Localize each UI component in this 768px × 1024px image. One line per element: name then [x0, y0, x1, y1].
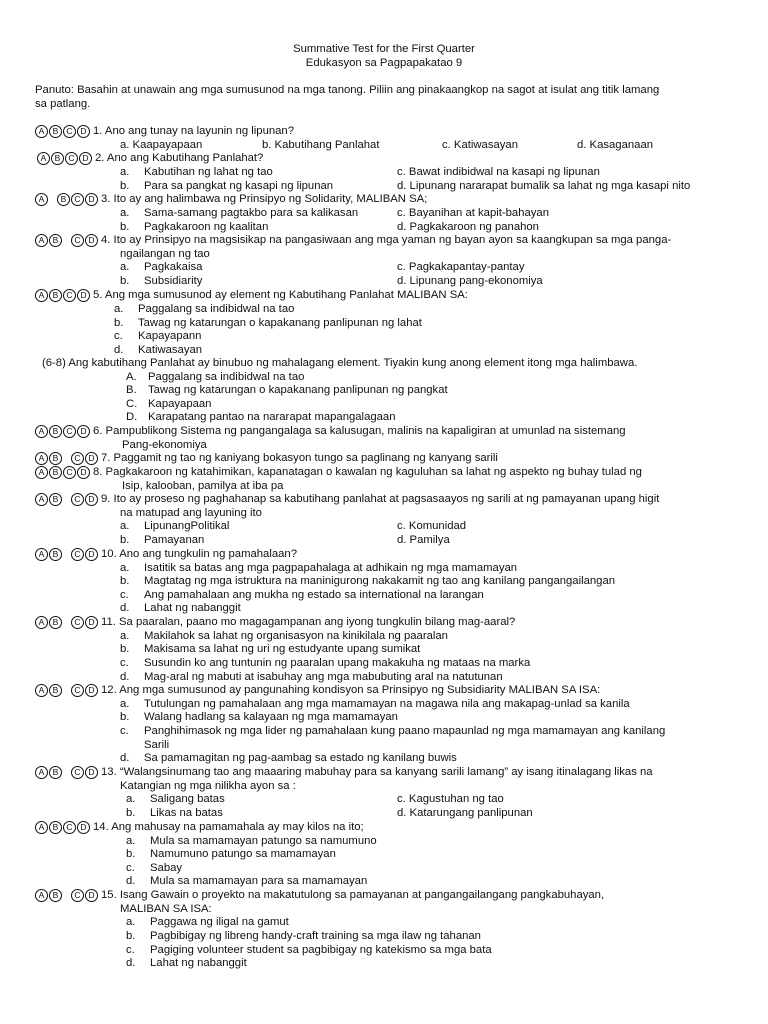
question-text: 14. Ang mahusay na pamamahala ay may kilos na ito; [93, 821, 364, 833]
option-a: a. Kaapayapaan [120, 139, 203, 151]
option-d: d. Mag-aral ng mabuti at isabuhay ang mga mabubuting aral na natutunan [120, 671, 503, 683]
bubble-c[interactable]: C [63, 125, 76, 138]
question-12 [35, 684, 735, 698]
answer-bubbles[interactable] [35, 616, 99, 630]
question-1 [35, 125, 735, 139]
bubble-a[interactable]: A [35, 821, 48, 834]
question-3 [35, 193, 735, 207]
bubble-d[interactable]: D [85, 234, 98, 247]
bubble-a[interactable]: A [35, 125, 48, 138]
answer-bubbles[interactable] [35, 821, 91, 835]
bubble-d[interactable]: D [77, 289, 90, 302]
option-b: b. Kabutihang Panlahat [262, 139, 380, 151]
section-option-b: B. Tawag ng katarungan o kapakanang panlipunan ng pangkat [126, 384, 448, 396]
answer-bubbles[interactable] [35, 125, 91, 139]
option-d: d. Pagkakaroon ng panahon [397, 221, 539, 233]
answer-bubbles[interactable] [35, 452, 99, 466]
option-c-continued: Sarili [144, 739, 170, 751]
option-b: b. Makisama sa lahat ng uri ng estudyante upang sumikat [120, 643, 421, 655]
option-d: d. Sa pamamagitan ng pag-aambag sa estado ng kanilang buwis [120, 752, 457, 764]
bubble-b[interactable]: B [49, 548, 62, 561]
question-text-continued: ngailangan ng tao [120, 248, 210, 260]
bubble-b[interactable]: B [49, 425, 62, 438]
question-text: 5. Ang mga sumusunod ay element ng Kabutihang Panlahat MALIBAN SA: [93, 289, 468, 301]
bubble-b[interactable]: B [49, 684, 62, 697]
bubble-d[interactable]: D [85, 889, 98, 902]
option-b: b. Pamayanan [120, 534, 205, 546]
answer-bubbles[interactable] [35, 466, 91, 480]
bubble-a[interactable]: A [35, 234, 48, 247]
answer-bubbles[interactable] [35, 766, 99, 780]
option-b: b. Walang hadlang sa kalayaan ng mga mamamayan [120, 711, 398, 723]
test-title: Summative Test for the First Quarter [293, 43, 475, 55]
option-a: a. Mula sa mamamayan patungo sa namumuno [126, 835, 377, 847]
option-c: c. Panghihimasok ng mga lider ng pamahalaan kung paano mapaunlad ng mga mamamayan ang kanilang [120, 725, 666, 737]
option-c: c. Sabay [126, 862, 183, 874]
option-c: c. Ang pamahalaan ang mukha ng estado sa international na larangan [120, 589, 484, 601]
bubble-c[interactable]: C [71, 766, 84, 779]
section-option-d: D. Karapatang pantao na nararapat mapangalagaan [126, 411, 396, 423]
question-text-continued: Pang-ekonomiya [122, 439, 207, 451]
question-text: 9. Ito ay proseso ng paghahanap sa kabutihang panlahat at pagsasaayos ng sarili at ng pamayanan upang higit [101, 493, 660, 505]
bubble-d[interactable]: D [77, 125, 90, 138]
answer-bubbles[interactable] [35, 493, 99, 507]
option-b: b. Likas na batas [126, 807, 223, 819]
answer-bubbles[interactable] [35, 889, 99, 903]
section-option-a: A. Paggalang sa indibidwal na tao [126, 371, 305, 383]
option-b: b. Magtatag ng mga istruktura na maninigurong nakakamit ng tao ang kanilang pangangailangan [120, 575, 616, 587]
section-option-c: C. Kapayapaan [126, 398, 212, 410]
bubble-b[interactable]: B [49, 466, 62, 479]
question-2 [37, 152, 737, 166]
bubble-b[interactable]: B [49, 234, 62, 247]
answer-bubbles[interactable] [37, 152, 93, 166]
bubble-a[interactable]: A [35, 493, 48, 506]
bubble-c[interactable]: C [63, 289, 76, 302]
option-d: d. Lahat ng nabanggit [126, 957, 247, 969]
question-text: 12. Ang mga sumusunod ay pangunahing kondisyon sa Prinsipyo ng Subsidiarity MALIBAN SA ISA: [101, 684, 601, 696]
option-d: d. Mula sa mamamayan para sa mamamayan [126, 875, 368, 887]
bubble-a[interactable]: A [35, 289, 48, 302]
bubble-d[interactable]: D [77, 425, 90, 438]
question-text: 1. Ano ang tunay na layunin ng lipunan? [93, 125, 294, 137]
option-d: d. Pamilya [397, 534, 450, 546]
test-subject: Edukasyon sa Pagpapakatao 9 [305, 57, 463, 69]
question-13 [35, 766, 735, 780]
option-a: a. Paggalang sa indibidwal na tao [114, 303, 295, 315]
option-a: a. Isatitik sa batas ang mga pagpapahalaga at adhikain ng mga mamamayan [120, 562, 518, 574]
answer-bubbles[interactable] [35, 193, 99, 207]
bubble-b[interactable]: B [51, 152, 64, 165]
option-d: d. Kasaganaan [577, 139, 654, 151]
question-10 [35, 548, 735, 562]
question-5 [35, 289, 735, 303]
option-c: c. Susundin ko ang tuntunin ng paaralan upang makakuha ng mataas na marka [120, 657, 531, 669]
bubble-d[interactable]: D [77, 466, 90, 479]
bubble-c[interactable]: C [71, 193, 84, 206]
answer-bubbles[interactable] [35, 425, 91, 439]
option-d: d. Katiwasayan [114, 344, 203, 356]
option-d: d. Katarungang panlipunan [397, 807, 533, 819]
option-a: a. Kabutihan ng lahat ng tao [120, 166, 273, 178]
bubble-c[interactable]: C [65, 152, 78, 165]
bubble-d[interactable]: D [77, 821, 90, 834]
option-a: a. LipunangPolitikal [120, 520, 230, 532]
option-d: d. Lipunang nararapat bumalik sa lahat ng mga kasapi nito [397, 180, 691, 192]
question-text: 8. Pagkakaroon ng katahimikan, kapanatagan o kawalan ng kaguluhan sa lahat ng aspekto ng buhay tulad ng [93, 466, 642, 478]
option-d: d. Lipunang pang-ekonomiya [397, 275, 543, 287]
bubble-a[interactable]: A [35, 548, 48, 561]
option-b: b. Pagkakaroon ng kaalitan [120, 221, 269, 233]
bubble-c[interactable]: C [71, 234, 84, 247]
bubble-c[interactable]: C [71, 684, 84, 697]
bubble-d[interactable]: D [85, 766, 98, 779]
question-text: 10. Ano ang tungkulin ng pamahalaan? [101, 548, 297, 560]
bubble-b[interactable]: B [49, 125, 62, 138]
question-text: 3. Ito ay ang halimbawa ng Prinsipyo ng Solidarity, MALIBAN SA; [101, 193, 428, 205]
bubble-b[interactable]: B [57, 193, 70, 206]
bubble-d[interactable]: D [85, 548, 98, 561]
option-a: a. Makilahok sa lahat ng organisasyon na kinikilala ng paaralan [120, 630, 448, 642]
option-b: b. Tawag ng katarungan o kapakanang panlipunan ng lahat [114, 317, 422, 329]
question-14 [35, 821, 735, 835]
question-text: 4. Ito ay Prinsipyo na magsisikap na pangasiwaan ang mga yaman ng bayan ayon sa kaangkupan sa mga panga- [101, 234, 672, 246]
bubble-a[interactable]: A [35, 889, 48, 902]
option-c: c. Pagiging volunteer student sa pagbibigay ng katekismo sa mga bata [126, 944, 492, 956]
option-b: b. Namumuno patungo sa mamamayan [126, 848, 336, 860]
question-11 [35, 616, 735, 630]
question-text: 6. Pampublikong Sistema ng pangangalaga sa kalusugan, malinis na kapaligiran at umunlad na sistemang [93, 425, 626, 437]
option-a: a. Paggawa ng iligal na gamut [126, 916, 289, 928]
question-7 [35, 452, 735, 466]
bubble-a[interactable]: A [35, 425, 48, 438]
answer-bubbles[interactable] [35, 684, 99, 698]
bubble-a[interactable]: A [37, 152, 50, 165]
bubble-c[interactable]: C [71, 616, 84, 629]
instructions-line-1: Panuto: Basahin at unawain ang mga sumusunod na mga tanong. Piliin ang pinakaangkop na sagot at isulat ang titik lamang [35, 84, 660, 96]
question-text-continued: na matupad ang layuning ito [120, 507, 262, 519]
bubble-b[interactable]: B [49, 493, 62, 506]
bubble-a[interactable]: A [35, 616, 48, 629]
option-c: c. Pagkakapantay-pantay [397, 261, 525, 273]
option-a: a. Sama-samang pagtakbo para sa kalikasan [120, 207, 359, 219]
bubble-d[interactable]: D [85, 193, 98, 206]
question-text-continued: Isip, kalooban, pamilya at iba pa [122, 480, 284, 492]
answer-bubbles[interactable] [35, 289, 91, 303]
bubble-a[interactable]: A [35, 684, 48, 697]
bubble-c[interactable]: C [63, 425, 76, 438]
bubble-b[interactable]: B [49, 766, 62, 779]
option-a: a. Tutulungan ng pamahalaan ang mga mamamayan na magawa nila ang makapag-unlad sa kanila [120, 698, 630, 710]
bubble-c[interactable]: C [71, 493, 84, 506]
bubble-d[interactable]: D [85, 452, 98, 465]
option-a: a. Saligang batas [126, 793, 225, 805]
bubble-a[interactable]: A [35, 193, 48, 206]
question-4 [35, 234, 735, 248]
bubble-d[interactable]: D [79, 152, 92, 165]
bubble-b[interactable]: B [49, 616, 62, 629]
question-text: 2. Ano ang Kabutihang Panlahat? [95, 152, 264, 164]
option-c: c. Kapayapann [114, 330, 202, 342]
option-c: c. Komunidad [397, 520, 467, 532]
bubble-c[interactable]: C [71, 889, 84, 902]
bubble-c[interactable]: C [71, 452, 84, 465]
question-15 [35, 889, 735, 903]
option-b: b. Para sa pangkat ng kasapi ng lipunan [120, 180, 334, 192]
bubble-a[interactable]: A [35, 452, 48, 465]
option-b: b. Pagbibigay ng libreng handy-craft training sa mga ilaw ng tahanan [126, 930, 481, 942]
bubble-c[interactable]: C [63, 466, 76, 479]
question-6 [35, 425, 735, 439]
option-c: c. Katiwasayan [442, 139, 518, 151]
bubble-d[interactable]: D [85, 616, 98, 629]
option-c: c. Kagustuhan ng tao [397, 793, 504, 805]
answer-bubbles[interactable] [35, 548, 99, 562]
instructions-line-2: sa patlang. [35, 98, 91, 110]
question-9 [35, 493, 735, 507]
option-d: d. Lahat ng nabanggit [120, 602, 241, 614]
question-text: 15. Isang Gawain o proyekto na makatutulong sa pamayanan at pangangailangang pangkabuhayan, [101, 889, 605, 901]
option-b: b. Subsidiarity [120, 275, 203, 287]
question-text: 7. Paggamit ng tao ng kaniyang bokasyon tungo sa paglinang ng kanyang sarili [101, 452, 498, 464]
question-text: 13. “Walangsinumang tao ang maaaring mabuhay para sa kanyang sarili lamang” ay isang itinalagang likas na [101, 766, 653, 778]
bubble-a[interactable]: A [35, 466, 48, 479]
option-c: c. Bawat indibidwal na kasapi ng lipunan [397, 166, 600, 178]
option-a: a. Pagkakaisa [120, 261, 203, 273]
section-6-8-intro: (6-8) Ang kabutihang Panlahat ay binubuo ng mahalagang element. Tiyakin kung anong element itong mga halimbawa. [42, 357, 638, 369]
answer-bubbles[interactable] [35, 234, 99, 248]
question-text-continued: Katangian ng mga nilikha ayon sa : [120, 780, 296, 792]
question-text-continued: MALIBAN SA ISA: [120, 903, 212, 915]
bubble-c[interactable]: C [63, 821, 76, 834]
bubble-d[interactable]: D [85, 684, 98, 697]
bubble-a[interactable]: A [35, 766, 48, 779]
bubble-b[interactable]: B [49, 889, 62, 902]
bubble-b[interactable]: B [49, 452, 62, 465]
bubble-d[interactable]: D [85, 493, 98, 506]
option-c: c. Bayanihan at kapit-bahayan [397, 207, 549, 219]
question-text: 11. Sa paaralan, paano mo magagampanan ang iyong tungkulin bilang mag-aaral? [101, 616, 516, 628]
question-8 [35, 466, 735, 480]
bubble-c[interactable]: C [71, 548, 84, 561]
bubble-b[interactable]: B [49, 821, 62, 834]
bubble-b[interactable]: B [49, 289, 62, 302]
